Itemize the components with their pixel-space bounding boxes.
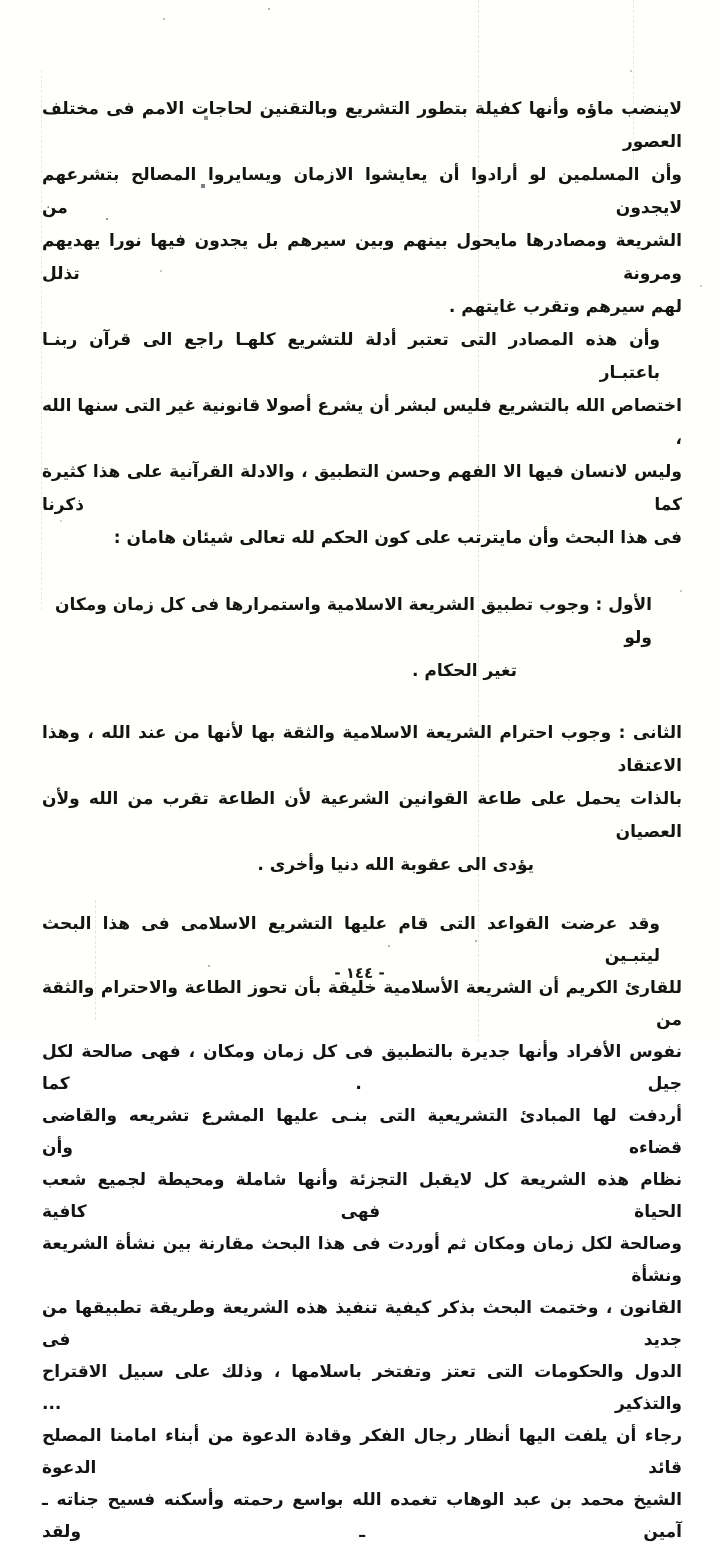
paragraph (42, 717, 682, 882)
text-line: لهم سيرهم وتقرب غايتهم . (448, 297, 682, 317)
text-line: وأن المسلمين لو أرادوا أن يعايشوا الازمان ويسايروا المصالح بتشرعهم لايجدون من (42, 165, 682, 218)
text-line: رجاء أن يلفت اليها أنظار رجال الفكر وقادة الدعوة من أبناء امامنا المصلح قائد الدعوة (42, 1426, 682, 1478)
text-line: الأول : وجوب تطبيق الشريعة الاسلامية واستمرارها فى كل زمان ومكان ولو (54, 595, 652, 648)
paragraph (42, 589, 682, 688)
text-line: نظام هذه الشريعة كل لايقبل التجزئة وأنها شاملة ومحيطة لجميع شعب الحياة فهى كافية (42, 1170, 682, 1222)
text-line: الدول والحكومات التى تعتز وتفتخر باسلامها ، وذلك على سبيل الاقتراح والتذكير ... (42, 1362, 682, 1414)
text-line: بالذات يحمل على طاعة القوانين الشرعية لأن الطاعة تقرب من الله ولأن العصيان (42, 789, 682, 842)
paragraph (42, 93, 682, 324)
text-line: الشيخ محمد بن عبد الوهاب تغمده الله بواسع رحمته وأسكنه فسيح جناته ـ آمين ـ ولقد (42, 1490, 682, 1542)
text-line: يؤدى الى عقوبة الله دنيا وأخرى . (257, 855, 534, 875)
paragraph (42, 324, 682, 555)
scan-specks (0, 0, 2, 2)
text-line: الثانى : وجوب احترام الشريعة الاسلامية والثقة بها لأنها من عند الله ، وهذا الاعتقاد (42, 723, 682, 776)
text-line: وقد عرضت القواعد التى قام عليها التشريع الاسلامى فى هذا البحث ليتبـين (42, 914, 660, 966)
text-block (42, 93, 682, 1548)
text-line: وأن هذه المصادر التى تعتبر أدلة للتشريع كلهـا راجع الى قرآن ربنـا باعتبـار (42, 330, 660, 383)
page-number: - ١٤٤ - (334, 964, 385, 982)
text-line: أردفت لها المبادئ التشريعية التى بنـى عليها المشرع تشريعه والقاضى قضاءه وأن (42, 1106, 682, 1158)
text-line: الشريعة ومصادرها مايحول بينهم وبين سيرهم بل يجدون فيها نورا يهديهم ومرونة تذلل (42, 231, 682, 284)
text-line: نفوس الأفراد وأنها جديرة بالتطبيق فى كل زمان ومكان ، فهى صالحة لكل جيل . كما (42, 1042, 682, 1094)
text-line: وليس لانسان فيها الا الفهم وحسن التطبيق ، والادلة القرآنية على هذا كثيرة كما ذكرنا (42, 462, 682, 515)
text-line: القانون ، وختمت البحث بذكر كيفية تنفيذ هذه الشريعة وطريقة تطبيقها من جديد فى (42, 1298, 682, 1350)
text-line: للقارئ الكريم أن الشريعة الأسلامية خليقة بأن تحوز الطاعة والاحترام والثقة من (42, 978, 682, 1030)
text-line: وصالحة لكل زمان ومكان ثم أوردت فى هذا البحث مقارنة بين نشأة الشريعة ونشأة (42, 1234, 682, 1286)
text-line: تغير الحكام . (412, 661, 517, 681)
text-line: لاينضب ماؤه وأنها كفيلة بتطور التشريع وبالتقنين لحاجات الامم فى مختلف العصور (42, 99, 682, 152)
text-line: اختصاص الله بالتشريع فليس لبشر أن يشرع أصولا قانونية غير التى سنها الله ، (42, 396, 682, 449)
paragraph (42, 908, 682, 1548)
text-line: فى هذا البحث وأن مايترتب على كون الحكم لله تعالى شيئان هامان : (113, 528, 682, 548)
